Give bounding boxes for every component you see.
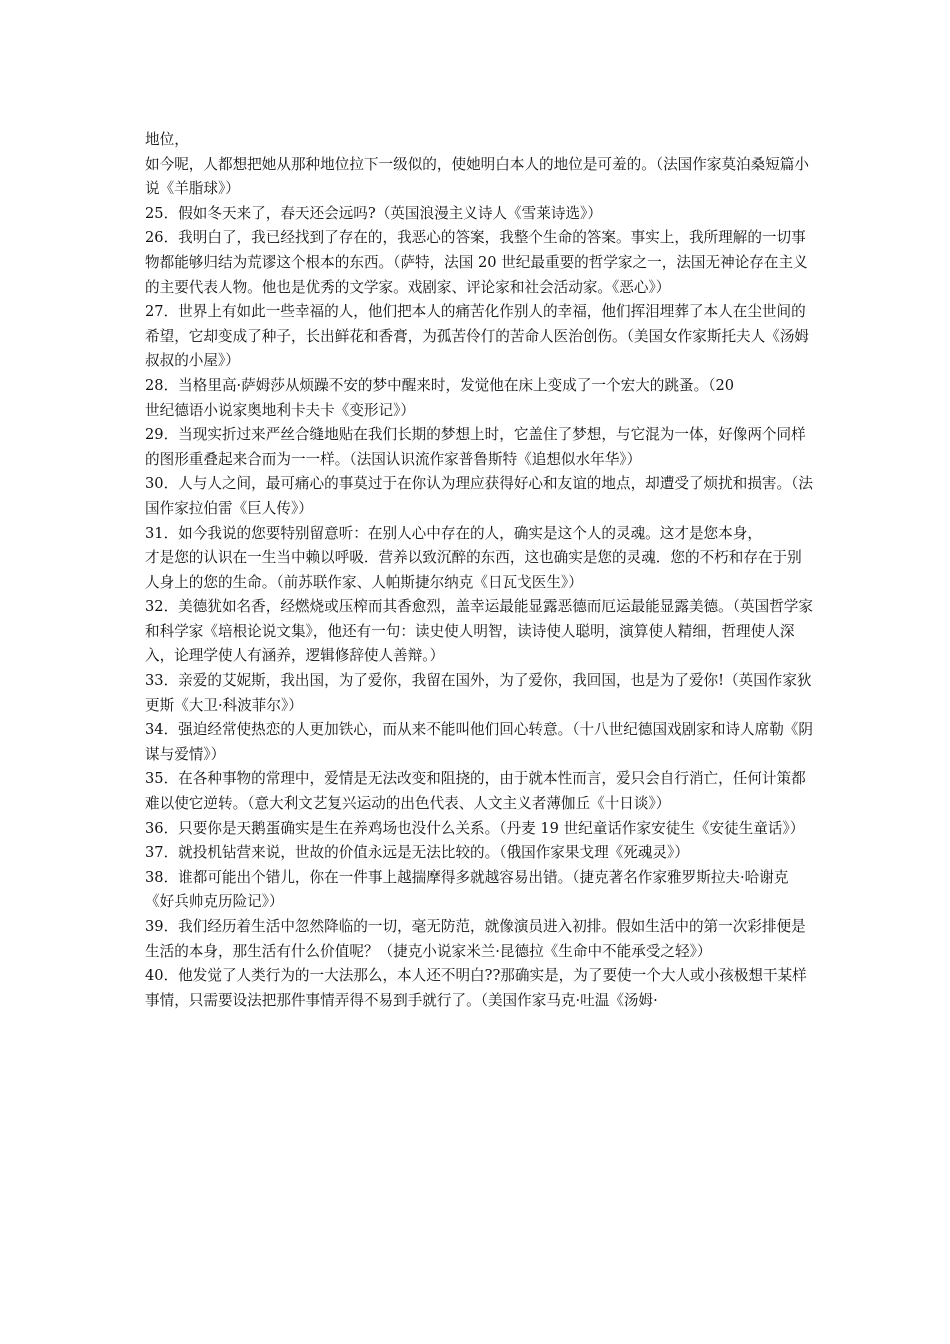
quote-40: 40．他发觉了人类行为的一大法那么，本人还不明白??那确实是，为了要使一个大人或小孩极想干某样事情，只需要设法把那件事情弄得不易到手就行了。（美国作家马克·吐温《汤姆· [145, 967, 807, 1009]
quote-34: 34．强迫经常使热恋的人更加铁心，而从来不能叫他们回心转意。（十八世纪德国戏剧家和诗人席勒《阴谋与爱情》） [145, 721, 813, 763]
quote-38: 38．谁都可能出个错儿，你在一件事上越揣摩得多就越容易出错。（捷克著名作家雅罗斯拉夫·哈谢克《好兵帅克历险记》） [145, 868, 789, 911]
paragraph-continuation: 地位， [145, 131, 189, 148]
quote-37: 37．就投机钻营来说，世故的价值永远是无法比较的。（俄国作家果戈理《死魂灵》） [145, 844, 689, 862]
quote-26: 26．我明白了，我已经找到了存在的，我恶心的答案，我整个生命的答案。事实上，我所理解的一切事物都能够归结为荒谬这个根本的东西。（萨特，法国 20 世纪最重要的哲学家之一，法国无神论存在主义的主要代表人物。他也是优秀的文学家。戏剧家、评论家和社会活动家。《恶心》） [145, 229, 808, 296]
quote-33: 33．亲爱的艾妮斯，我出国，为了爱你，我留在国外，为了爱你，我回国，也是为了爱你!（英国作家狄更斯《大卫·科波菲尔》） [145, 672, 812, 714]
document-body [145, 128, 813, 1013]
quote-25: 25．假如冬天来了，春天还会远吗?（英国浪漫主义诗人《雪莱诗选》） [145, 204, 602, 222]
paragraph-continuation: 如今呢，人都想把她从那种地位拉下一级似的，使她明白本人的地位是可羞的。（法国作家莫泊桑短篇小说《羊脂球》） [145, 155, 810, 198]
quote-32: 32．美德犹如名香，经燃烧或压榨而其香愈烈，盖幸运最能显露恶德而厄运最能显露美德。（英国哲学家和科学家《培根论说文集》，他还有一句：读史使人明智，读诗使人聪明，演算使人精细，哲理使人深入，论理学使人有涵养，逻辑修辞使人善辩。） [145, 598, 813, 665]
quote-27: 27．世界上有如此一些幸福的人，他们把本人的痛苦化作别人的幸福，他们挥泪埋葬了本人在尘世间的希望，它却变成了种子，长出鲜花和香膏，为孤苦伶仃的苦命人医治创伤。（美国女作家斯托夫人《汤姆叔叔的小屋》） [145, 303, 810, 370]
quote-28-continuation: 世纪德语小说家奥地利卡夫卡《变形记》） [145, 401, 415, 419]
quote-30: 30．人与人之间，最可痛心的事莫过于在你认为理应获得好心和友谊的地点，却遭受了烦扰和损害。（法国作家拉伯雷《巨人传》） [145, 475, 813, 517]
quote-31: 31．如今我说的您要特别留意听：在别人心中存在的人，确实是这个人的灵魂。这才是您本身， [145, 524, 762, 542]
quote-31-continuation: 才是您的认识在一生当中赖以呼吸．营养以致沉醉的东西，这也确实是您的灵魂．您的不朽和存在于别人身上的您的生命。（前苏联作家、人帕斯捷尔纳克《日瓦戈医生》） [145, 549, 802, 591]
quote-29: 29．当现实折过来严丝合缝地贴在我们长期的梦想上时，它盖住了梦想，与它混为一体，好像两个同样的图形重叠起来合而为一一样。（法国认识流作家普鲁斯特《追想似水年华》） [145, 426, 806, 468]
quote-28: 28．当格里高·萨姆莎从烦躁不安的梦中醒来时，发觉他在床上变成了一个宏大的跳蚤。（20 [145, 376, 735, 394]
quote-36: 36．只要你是天鹅蛋确实是生在养鸡场也没什么关系。（丹麦 19 世纪童话作家安徒生《安徒生童话》） [145, 819, 805, 837]
quote-39: 39．我们经历着生活中忽然降临的一切，毫无防范，就像演员进入初排。假如生活中的第一次彩排便是生活的本身，那生活有什么价值呢？（捷克小说家米兰·昆德拉《生命中不能承受之轻》） [145, 918, 806, 960]
quote-35: 35．在各种事物的常理中，爱情是无法改变和阻挠的，由于就本性而言，爱只会自行消亡，任何计策都难以使它逆转。（意大利文艺复兴运动的出色代表、人文主义者薄伽丘《十日谈》） [145, 770, 806, 813]
